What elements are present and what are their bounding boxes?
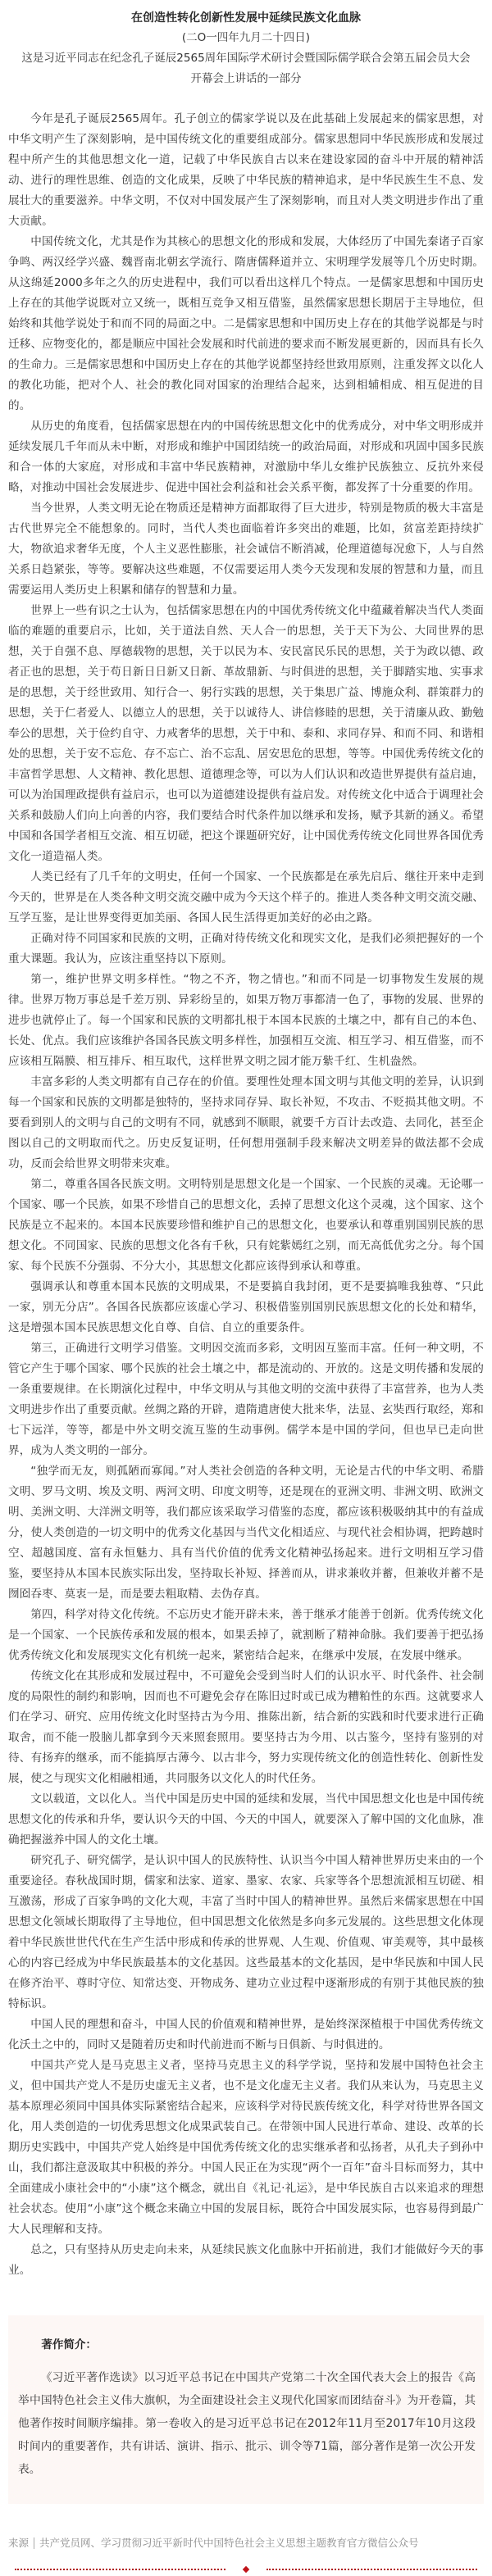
- book-intro-box: [8, 2315, 484, 2504]
- article-intro-line: 开幕会上讲话的一部分: [190, 72, 302, 85]
- article-intro-line: 这是习近平同志在纪念孔子诞辰2565周年国际学术研讨会暨国际儒学联合会第五届会员大会: [21, 52, 471, 65]
- body-paragraph: 第一，维护世界文明多样性。“物之不齐，物之情也。”和而不同是一切事物发生发展的规律。世界万物万事总是千差万别、异彩纷呈的，如果万物万事都清一色了，事物的发展、世界的进步也就停止了。每一个国家和民族的文明都扎根于本国本民族的土壤之中，都有自己的本色、长处、优点。我们应该维护各国各民族文明多样性，加强相互交流、相互学习、相互借鉴，而不应该相互隔膜、相互排斥、相互取代，这样世界文明之园才能万紫千红、生机盎然。: [8, 973, 484, 1068]
- diamond-icon: [243, 2566, 249, 2573]
- body-paragraph: 第二，尊重各国各民族文明。文明特别是思想文化是一个国家、一个民族的灵魂。无论哪一个国家、哪一个民族，如果不珍惜自己的思想文化，丢掉了思想文化这个灵魂，这个国家、这个民族是立不起来的。本国本民族要珍惜和维护自己的思想文化，也要承认和尊重别国别民族的思想文化。不同国家、民族的思想文化各有千秋，只有姹紫嫣红之别，而无高低优劣之分。每个国家、每个民族不分强弱、不分大小，其思想文化都应该得到承认和尊重。: [8, 1178, 484, 1273]
- body-paragraph: 研究孔子、研究儒学，是认识中国人的民族特性、认识当今中国人精神世界历史来由的一个重要途径。春秋战国时期，儒家和法家、道家、墨家、农家、兵家等各个思想流派相互切磋、相互激荡，形成了百家争鸣的文化大观，丰富了当时中国人的精神世界。虽然后来儒家思想在中国思想文化领域长期取得了主导地位，但中国思想文化依然是多向多元发展的。这些思想文化体现着中华民族世世代代在生产生活中形成和传承的世界观、人生观、价值观、审美观等，其中最核心的内容已经成为中华民族最基本的文化基因。这些最基本的文化基因，是中华民族和中国人民在修齐治平、尊时守位、知常达变、开物成务、建功立业过程中逐渐形成的有别于其他民族的独特标识。: [8, 1854, 484, 2010]
- article-title: 在创造性转化创新性发展中延续民族文化血脉: [131, 11, 361, 25]
- body-paragraph: 人类已经有了几千年的文明史，任何一个国家、一个民族都是在承先启后、继往开来中走到今天的，世界是在人类各种文明交流交融中成为今天这个样子的。推进人类各种文明交流交融、互学互鉴，是让世界变得更加美丽、各国人民生活得更加美好的必由之路。: [8, 870, 484, 925]
- source-text: 共产党员网、学习贯彻习近平新时代中国特色社会主义思想主题教育官方微信公众号: [39, 2537, 419, 2549]
- body-paragraph: 正确对待不同国家和民族的文明，正确对待传统文化和现实文化，是我们必须把握好的一个重大课题。我认为，应该注重坚持以下原则。: [8, 932, 484, 965]
- body-paragraph: 强调承认和尊重本国本民族的文明成果，不是要搞自我封闭，更不是要搞唯我独尊、“只此一家，别无分店”。各国各民族都应该虚心学习、积极借鉴别国别民族思想文化的长处和精华，这是增强本国本民族思想文化自尊、自信、自立的重要条件。: [8, 1280, 484, 1334]
- body-paragraph: “独学而无友，则孤陋而寡闻。”对人类社会创造的各种文明，无论是古代的中华文明、希腊文明、罗马文明、埃及文明、两河文明、印度文明等，还是现在的亚洲文明、非洲文明、欧洲文明、美洲文明、大洋洲文明等，我们都应该采取学习借鉴的态度，都应该积极吸纳其中的有益成分，使人类创造的一切文明中的优秀文化基因与当代文化相适应、与现代社会相协调，把跨越时空、超越国度、富有永恒魅力、具有当代价值的优秀文化精神弘扬起来。进行文明相互学习借鉴，要坚持从本国本民族实际出发，坚持取长补短、择善而从，讲求兼收并蓄，但兼收并蓄不是囫囵吞枣、莫衷一是，而是要去粗取精、去伪存真。: [8, 1465, 484, 1601]
- body-paragraph: 总之，只有坚持从历史走向未来，从延续民族文化血脉中开拓前进，我们才能做好今天的事业。: [8, 2243, 484, 2277]
- source-label: 来源: [8, 2537, 30, 2549]
- article-header: [8, 8, 484, 89]
- footer-divider: [15, 2563, 477, 2576]
- book-intro-heading: 著作简介：: [41, 2338, 97, 2351]
- body-paragraph: 传统文化在其形成和发展过程中，不可避免会受到当时人们的认识水平、时代条件、社会制度的局限性的制约和影响，因而也不可避免会存在陈旧过时或已成为糟粕性的东西。这就要求人们在学习、研究、应用传统文化时坚持古为今用、推陈出新，结合新的实践和时代要求进行正确取舍，而不能一股脑儿都拿到今天来照套照用。要坚持古为今用、以古鉴今，坚持有鉴别的对待、有扬弃的继承，而不能搞厚古薄今、以古非今，努力实现传统文化的创造性转化、创新性发展，使之与现实文化相融相通，共同服务以文化人的时代任务。: [8, 1670, 484, 1785]
- divider-line-right: [266, 2569, 477, 2570]
- article-body: [8, 109, 484, 2281]
- source-line: [8, 2535, 484, 2551]
- body-paragraph: 第四，科学对待文化传统。不忘历史才能开辟未来，善于继承才能善于创新。优秀传统文化是一个国家、一个民族传承和发展的根本，如果丢掉了，就割断了精神命脉。我们要善于把弘扬优秀传统文化和发展现实文化有机统一起来，紧密结合起来，在继承中发展，在发展中继承。: [8, 1608, 484, 1662]
- body-paragraph: 今年是孔子诞辰2565周年。孔子创立的儒家学说以及在此基础上发展起来的儒家思想，对中华文明产生了深刻影响，是中国传统文化的重要组成部分。儒家思想同中华民族形成和发展过程中所产生的其他思想文化一道，记载了中华民族自古以来在建设家园的奋斗中开展的精神活动、进行的理性思维、创造的文化成果，反映了中华民族的精神追求，是中华民族生生不息、发展壮大的重要滋养。中华文明，不仅对中国发展产生了深刻影响，而且对人类文明进步作出了重大贡献。: [8, 112, 484, 228]
- book-intro-text: 《习近平著作选读》以习近平总书记在中国共产党第二十次全国代表大会上的报告《高举中国特色社会主义伟大旗帜，为全面建设社会主义现代化国家而团结奋斗》为开卷篇，其他著作按时间顺序编排。第一卷收入的是习近平总书记在2012年11月至2017年10月这段时间内的重要著作，共有讲话、演讲、指示、批示、训令等71篇，部分著作是第一次公开发表。: [18, 2371, 476, 2476]
- body-paragraph: 世界上一些有识之士认为，包括儒家思想在内的中国优秀传统文化中蕴藏着解决当代人类面临的难题的重要启示，比如，关于道法自然、天人合一的思想，关于天下为公、大同世界的思想，关于自强不息、厚德载物的思想，关于以民为本、安民富民乐民的思想，关于为政以德、政者正也的思想，关于苟日新日日新又日新、革故鼎新、与时俱进的思想，关于脚踏实地、实事求是的思想，关于经世致用、知行合一、躬行实践的思想，关于集思广益、博施众利、群策群力的思想，关于仁者爱人、以德立人的思想，关于以诚待人、讲信修睦的思想，关于清廉从政、勤勉奉公的思想，关于俭约自守、力戒奢华的思想，关于中和、泰和、求同存异、和而不同、和谐相处的思想，关于安不忘危、存不忘亡、治不忘乱、居安思危的思想，等等。中国优秀传统文化的丰富哲学思想、人文精神、教化思想、道德理念等，可以为人们认识和改造世界提供有益启迪，可以为治国理政提供有益启示，也可以为道德建设提供有益启发。对传统文化中适合于调理社会关系和鼓励人们向上向善的内容，我们要结合时代条件加以继承和发扬，赋予其新的涵义。希望中国和各国学者相互交流、相互切磋，把这个课题研究好，让中国优秀传统文化同世界各国优秀文化一道造福人类。: [8, 604, 484, 863]
- body-paragraph: 第三，正确进行文明学习借鉴。文明因交流而多彩，文明因互鉴而丰富。任何一种文明，不管它产生于哪个国家、哪个民族的社会土壤之中，都是流动的、开放的。这是文明传播和发展的一条重要规律。在长期演化过程中，中华文明从与其他文明的交流中获得了丰富营养，也为人类文明进步作出了重要贡献。丝绸之路的开辟，遣隋遣唐使大批来华，法显、玄奘西行取经，郑和七下远洋，等等，都是中外文明交流互鉴的生动事例。儒学本是中国的学问，但也早已走向世界，成为人类文明的一部分。: [8, 1342, 484, 1457]
- body-paragraph: 中国人民的理想和奋斗，中国人民的价值观和精神世界，是始终深深植根于中国优秀传统文化沃土之中的，同时又是随着历史和时代前进而不断与日俱新、与时俱进的。: [8, 2018, 484, 2051]
- body-paragraph: 文以载道，文以化人。当代中国是历史中国的延续和发展，当代中国思想文化也是中国传统思想文化的传承和升华，要认识今天的中国、今天的中国人，就要深入了解中国的文化血脉，准确把握滋养中国人的文化土壤。: [8, 1792, 484, 1847]
- body-paragraph: 从历史的角度看，包括儒家思想在内的中国传统思想文化中的优秀成分，对中华文明形成并延续发展几千年而从未中断，对形成和维护中国团结统一的政治局面，对形成和巩固中国多民族和合一体的大家庭，对形成和丰富中华民族精神，对激励中华儿女维护民族独立、反抗外来侵略，对推动中国社会发展进步、促进中国社会利益和社会关系平衡，都发挥了十分重要的作用。: [8, 420, 484, 494]
- body-paragraph: 中国传统文化，尤其是作为其核心的思想文化的形成和发展，大体经历了中国先秦诸子百家争鸣、两汉经学兴盛、魏晋南北朝玄学流行、隋唐儒释道并立、宋明理学发展等几个历史时期。从这绵延2000多年之久的历史进程中，我们可以看出这样几个特点。一是儒家思想和中国历史上存在的其他学说既对立又统一，既相互竞争又相互借鉴，虽然儒家思想长期居于主导地位，但始终和其他学说处于和而不同的局面之中。二是儒家思想和中国历史上存在的其他学说都是与时迁移、应物变化的，都是顺应中国社会发展和时代前进的要求而不断发展更新的，因而具有长久的生命力。三是儒家思想和中国历史上存在的其他学说都坚持经世致用原则，注重发挥文以化人的教化功能，把对个人、社会的教化同对国家的治理结合起来，达到相辅相成、相互促进的目的。: [8, 235, 484, 412]
- body-paragraph: 丰富多彩的人类文明都有自己存在的价值。要理性处理本国文明与其他文明的差异，认识到每一个国家和民族的文明都是独特的，坚持求同存异、取长补短，不攻击、不贬损其他文明。不要看到别人的文明与自己的文明有不同，就感到不顺眼，就要千方百计去改造、去同化，甚至企图以自己的文明取而代之。历史反复证明，任何想用强制手段来解决文明差异的做法都不会成功，反而会给世界文明带来灾难。: [8, 1075, 484, 1170]
- body-paragraph: 当今世界，人类文明无论在物质还是精神方面都取得了巨大进步，特别是物质的极大丰富是古代世界完全不能想象的。同时，当代人类也面临着许多突出的难题，比如，贫富差距持续扩大，物欲追求奢华无度，个人主义恶性膨胀，社会诚信不断消减，伦理道德每况愈下，人与自然关系日趋紧张，等等。要解决这些难题，不仅需要运用人类今天发现和发展的智慧和力量，而且需要运用人类历史上积累和储存的智慧和力量。: [8, 502, 484, 597]
- divider-line-left: [15, 2569, 226, 2570]
- article-date: (二O一四年九月二十四日): [181, 31, 311, 44]
- body-paragraph: 中国共产党人是马克思主义者，坚持马克思主义的科学学说，坚持和发展中国特色社会主义，但中国共产党人不是历史虚无主义者，也不是文化虚无主义者。我们从来认为，马克思主义基本原理必须同中国具体实际紧密结合起来，应该科学对待民族传统文化，科学对待世界各国文化，用人类创造的一切优秀思想文化成果武装自己。在带领中国人民进行革命、建设、改革的长期历史实践中，中国共产党人始终是中国优秀传统文化的忠实继承者和弘扬者，从孔夫子到孙中山，我们都注意汲取其中积极的养分。中国人民正在为实现“两个一百年”奋斗目标而努力，其中全面建成小康社会中的“小康”这个概念，就出自《礼记·礼运》，是中华民族自古以来追求的理想社会状态。使用“小康”这个概念来确立中国的发展目标，既符合中国发展实际，也容易得到最广大人民理解和支持。: [8, 2059, 484, 2236]
